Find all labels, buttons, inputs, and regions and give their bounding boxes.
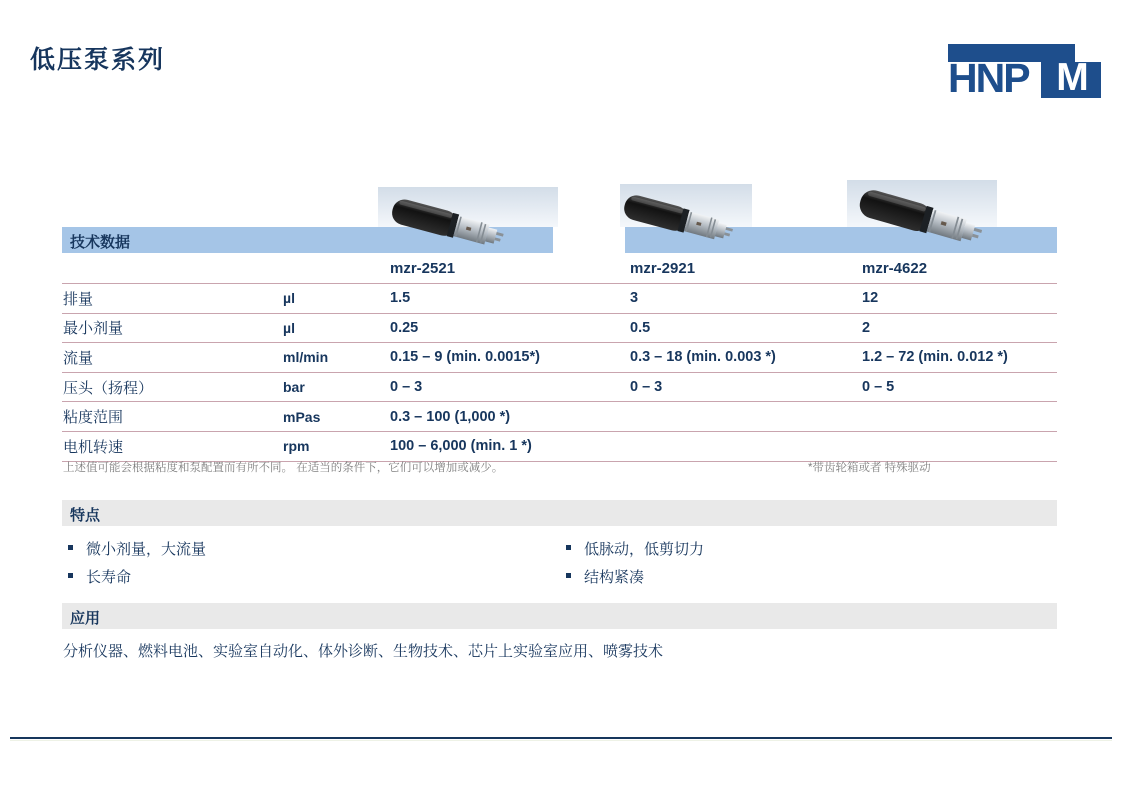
table-row-flow-rate [62,342,1057,372]
row-value: 1.2 – 72 (min. 0.012 *) [862,349,1008,366]
feature-item [68,538,206,559]
table-row-min-dose [62,313,1057,343]
bullet-icon [68,573,73,578]
row-label: 最小剂量 [63,320,124,338]
row-label: 粘度范围 [63,409,124,427]
feature-text: 微小剂量，大流量 [86,541,207,558]
row-unit: µl [283,290,295,307]
features-header: 特点 [70,507,101,524]
bullet-icon [566,573,571,578]
row-value: 12 [862,290,879,307]
row-value: 1.5 [390,290,411,307]
row-value: 0.3 – 100 (1,000 *) [390,408,511,425]
hnpm-logo [948,44,1101,101]
table-row-viscosity-range [62,401,1057,431]
row-unit: ml/min [283,349,329,366]
page-title: 低压泵系列 [30,47,166,74]
applications-header: 应用 [70,610,101,627]
model-name-mzr-4622: mzr-4622 [862,260,928,277]
model-name-mzr-2921: mzr-2921 [630,260,696,277]
table-footnote: 上述值可能会根据粘度和泵配置而有所不同。 在适当的条件下，它们可以增加或减少。 [63,462,504,474]
model-name-mzr-2521: mzr-2521 [390,260,456,277]
row-unit: rpm [283,438,310,455]
row-value: 0.5 [630,319,651,336]
pump-image-mzr-2921 [620,186,780,250]
pump-image-mzr-4622 [856,180,1031,250]
row-value: 100 – 6,000 (min. 1 *) [390,438,532,455]
row-value: 0 – 5 [862,379,895,396]
technical-data-header: 技术数据 [70,234,131,251]
row-value: 0 – 3 [390,379,423,396]
table-row-pressure-head [62,372,1057,402]
row-value: 0.25 [390,319,419,336]
table-row-displacement [62,283,1057,313]
row-value: 2 [862,319,871,336]
row-value: 0 – 3 [630,379,663,396]
footer-divider [10,737,1112,739]
row-unit: µl [283,319,295,336]
row-unit: mPas [283,408,321,425]
applications-band [62,603,1057,629]
row-label: 流量 [63,349,94,367]
feature-item [566,566,644,587]
row-value: 0.15 – 9 (min. 0.0015*) [390,349,540,366]
table-row-motor-speed [62,431,1057,461]
row-label: 压头（扬程） [63,379,154,397]
logo-m-letter: M [1056,56,1089,99]
feature-text: 长寿命 [86,569,132,586]
bullet-icon [68,545,73,550]
row-value: 3 [630,290,639,307]
feature-item [566,538,704,559]
row-label: 排量 [63,290,94,308]
table-footnote-asterisk: *带齿轮箱或者 特殊驱动 [808,462,931,474]
logo-hnp-letters: HNP [948,55,1029,101]
technical-data-table [62,283,1057,462]
feature-item [68,566,131,587]
row-unit: bar [283,379,305,396]
pump-image-mzr-2521 [388,190,548,254]
features-band [62,500,1057,526]
feature-text: 低脉动，低剪切力 [584,541,705,558]
bullet-icon [566,545,571,550]
footer-divider-shadow [10,740,1112,741]
applications-text: 分析仪器、燃料电池、实验室自动化、体外诊断、生物技术、芯片上实验室应用、喷雾技术 [63,643,664,660]
row-value: 0.3 – 18 (min. 0.003 *) [630,349,776,366]
feature-text: 结构紧凑 [584,569,645,586]
row-label: 电机转速 [63,438,124,456]
